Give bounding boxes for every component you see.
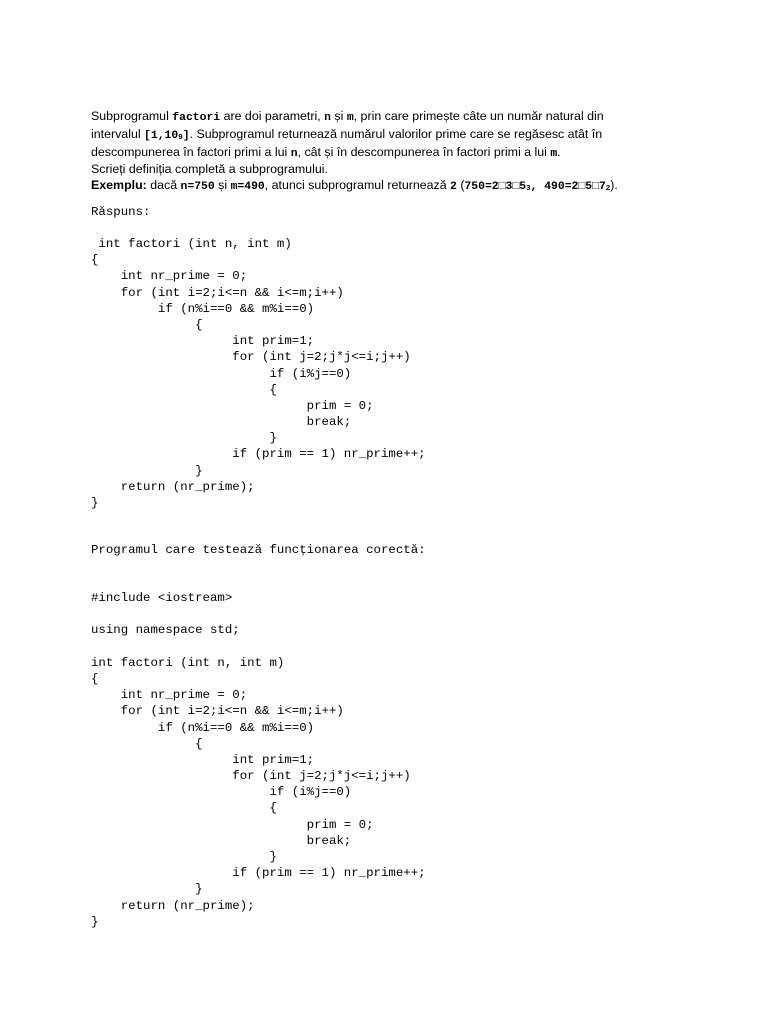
test-code-line: } [91, 850, 277, 864]
test-code-line: int prim=1; [91, 752, 315, 767]
statement-line-2: intervalul $[1,10_9]$. Subprogramul returnează numărul valorilor prime care se regăsesc atât în [91, 126, 603, 142]
missing-glyph-icon: □ [592, 181, 599, 194]
function-name: factori [172, 112, 221, 124]
factorization: $750=2□3□5_3$, $490=2□5□7_2$ [464, 181, 611, 194]
test-code-block [91, 590, 426, 930]
problem-statement [91, 109, 731, 196]
answer-code-line: { [91, 317, 203, 332]
test-code-line: using namespace std; [91, 623, 240, 638]
test-code-line: int nr_prime = 0; [91, 688, 248, 703]
answer-code-line: int factori (int n, int m) [91, 237, 292, 251]
test-code-line [91, 639, 426, 655]
answer-code-line: } [91, 496, 99, 510]
answer-code-line: int nr_prime = 0; [91, 269, 248, 284]
test-code-line: return (nr_prime); [91, 898, 255, 913]
test-code-line: if (prim == 1) nr_prime++; [91, 866, 426, 881]
answer-code-line: if (i%j==0) [91, 366, 352, 381]
missing-glyph-icon: □ [578, 181, 586, 194]
test-code-line: { [91, 671, 99, 686]
test-code-line: if (i%j==0) [91, 785, 352, 800]
answer-code-line: for (int i=2;i<=n && i<=m;i++) [91, 285, 344, 300]
answer-code-line: { [91, 382, 277, 397]
missing-glyph-icon: □ [498, 181, 506, 194]
answer-code-line: break; [91, 415, 352, 430]
statement-line-3: descompunerea în factori primi a lui n, cât și în descompunerea în factori primi a lui m. [91, 144, 561, 160]
answer-code-line: for (int j=2;j*j<=i;j++) [91, 350, 411, 365]
answer-code-block [91, 236, 426, 511]
statement-line-4: Scrieți definiția completă a subprogramului. [91, 162, 328, 177]
test-code-line: int factori (int n, int m) [91, 655, 285, 670]
example-label: Exemplu: [91, 178, 147, 193]
answer-code-line: { [91, 253, 99, 268]
example-result: 2 [450, 181, 457, 194]
test-code-line: if (n%i==0 && m%i==0) [91, 720, 315, 735]
test-code-line: for (int j=2;j*j<=i;j++) [91, 769, 411, 784]
missing-glyph-icon: □ [512, 181, 520, 194]
answer-code-line: } [91, 463, 203, 478]
answer-code-line: if (prim == 1) nr_prime++; [91, 447, 426, 462]
test-code-line: } [91, 882, 203, 897]
test-code-line: prim = 0; [91, 817, 374, 832]
test-code-line: } [91, 914, 99, 929]
test-code-line: break; [91, 833, 352, 848]
answer-code-line: prim = 0; [91, 398, 374, 413]
example-line: Exemplu: dacă n=750 și m=490, atunci subprogramul returnează 2 ($750=2□3□5_3$, $490=2□5□7_2$). [91, 178, 618, 194]
interval: $[1,10_9]$ [144, 129, 190, 142]
answer-code-line: } [91, 431, 277, 446]
answer-code-line: if (n%i==0 && m%i==0) [91, 301, 315, 316]
test-program-label: Programul care testează funcționarea corectă: [91, 543, 426, 557]
statement-line-1: Subprogramul factori are doi parametri, n și m, prin care primește câte un număr natural din [91, 109, 604, 124]
answer-label: Răspuns: [91, 205, 151, 219]
test-code-line: { [91, 736, 203, 751]
answer-code-line: return (nr_prime); [91, 479, 255, 494]
answer-code-line: int prim=1; [91, 334, 315, 349]
test-code-line [91, 606, 426, 622]
test-code-line: #include <iostream> [91, 591, 233, 605]
test-code-line: for (int i=2;i<=n && i<=m;i++) [91, 704, 344, 719]
test-code-line: { [91, 801, 277, 816]
